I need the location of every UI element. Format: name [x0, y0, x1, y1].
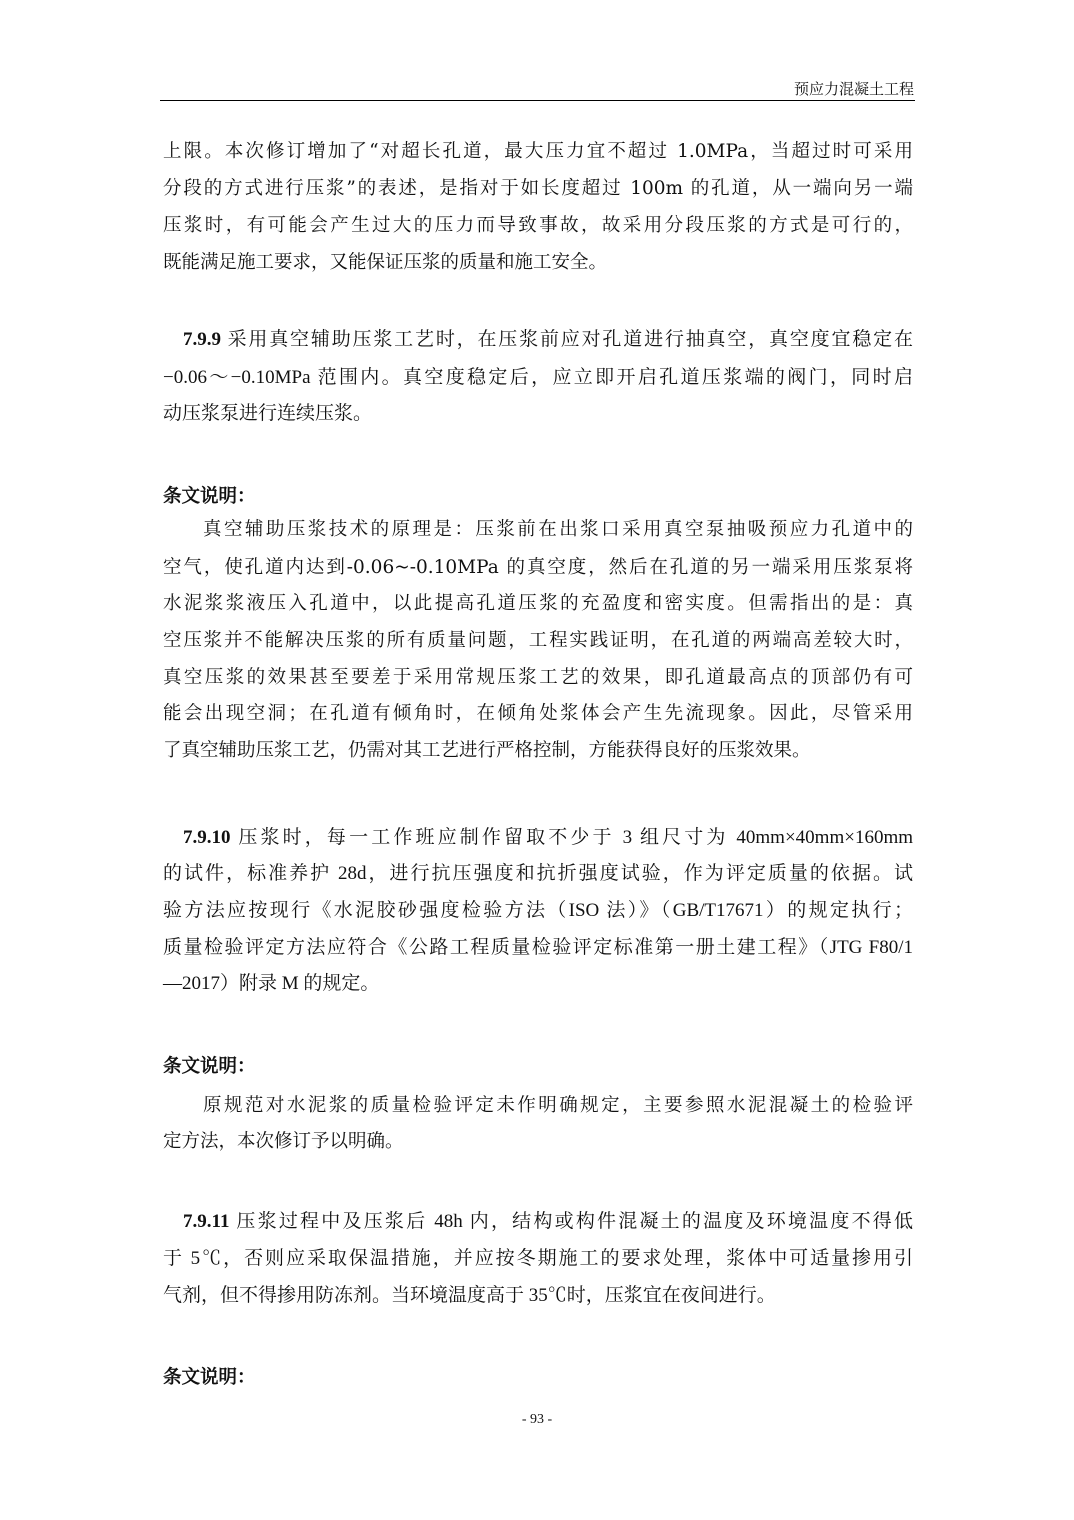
- clause-text-line: [183, 1210, 913, 1234]
- line-text: 既能满足施工要求，又能保证压浆的质量和施工安全。: [163, 252, 608, 273]
- line-text: 水泥浆浆液压入孔道中，以此提高孔道压浆的充盈度和密实度。但需指出的是：真: [163, 593, 913, 614]
- line-text: —2017）附录 M 的规定。: [163, 973, 380, 994]
- explanation-text-line: [163, 140, 913, 164]
- line-text: 真空压浆的效果甚至要差于采用常规压浆工艺的效果，即孔道最高点的顶部仍有可: [163, 667, 913, 688]
- clause-text-line: [183, 826, 913, 850]
- explanation-text-line: [163, 702, 913, 726]
- explanation-text-line: [203, 518, 913, 542]
- clause-explanation-heading: 条文说明：: [163, 1056, 256, 1077]
- explanation-text-line: [163, 177, 913, 201]
- explanation-text-line: [163, 251, 913, 275]
- clause-text-line: [163, 366, 913, 390]
- clause-text-line: [163, 1247, 913, 1271]
- line-text: 定方法，本次修订予以明确。: [163, 1131, 404, 1152]
- line-text: 真空辅助压浆技术的原理是：压浆前在出浆口采用真空泵抽吸预应力孔道中的: [203, 519, 913, 540]
- clause-text-line: [183, 328, 913, 352]
- explanation-text-line: [163, 739, 913, 763]
- line-text: −0.06～−0.10MPa 范围内。真空度稳定后，应立即开启孔道压浆端的阀门，同时启: [163, 367, 913, 388]
- clause-text-line: [163, 1284, 913, 1308]
- explanation-text-line: [163, 556, 913, 580]
- line-text: 压浆过程中及压浆后 48h 内，结构或构件混凝土的温度及环境温度不得低: [236, 1211, 913, 1232]
- line-text: 验方法应按现行《水泥胶砂强度检验方法（ISO 法）》（GB/T17671）的规定执行；: [163, 900, 913, 921]
- clause-text-line: [163, 402, 913, 426]
- explanation-text-line: [163, 666, 913, 690]
- line-text: 压浆时，有可能会产生过大的压力而导致事故，故采用分段压浆的方式是可行的，: [163, 215, 913, 236]
- line-text: 了真空辅助压浆工艺，仍需对其工艺进行严格控制，方能获得良好的压浆效果。: [163, 740, 811, 761]
- header-rule: [160, 100, 915, 101]
- line-text: 质量检验评定方法应符合《公路工程质量检验评定标准第一册土建工程》（JTG F80/1: [163, 937, 913, 958]
- clause-text-line: [163, 936, 913, 960]
- explanation-text-line: [163, 592, 913, 616]
- clause-text-line: [163, 862, 913, 886]
- line-text: 动压浆泵进行连续压浆。: [163, 403, 373, 424]
- line-text: 的试件，标准养护 28d，进行抗压强度和抗折强度试验，作为评定质量的依据。试: [163, 863, 913, 884]
- explanation-text-line: [163, 629, 913, 653]
- line-text: 于 5℃，否则应采取保温措施，并应按冬期施工的要求处理，浆体中可适量掺用引: [163, 1248, 913, 1269]
- explanation-text-line: [163, 214, 913, 238]
- line-text: 气剂，但不得掺用防冻剂。当环境温度高于 35℃时，压浆宜在夜间进行。: [163, 1285, 776, 1306]
- line-text: 空气，使孔道内达到-0.06~-0.10MPa 的真空度，然后在孔道的另一端采用压浆泵将: [163, 557, 913, 578]
- explanation-text-line: [203, 1094, 913, 1118]
- clause-text-line: [163, 972, 913, 996]
- clause-explanation-heading: 条文说明：: [163, 486, 256, 507]
- line-text: 能会出现空洞；在孔道有倾角时，在倾角处浆体会产生先流现象。因此，尽管采用: [163, 703, 913, 724]
- line-text: 原规范对水泥浆的质量检验评定未作明确规定，主要参照水泥混凝土的检验评: [203, 1095, 913, 1116]
- line-text: 压浆时，每一工作班应制作留取不少于 3 组尺寸为 40mm×40mm×160mm: [238, 827, 914, 848]
- page-number: - 93 -: [521, 1412, 553, 1427]
- line-text: 分段的方式进行压浆”的表述，是指对于如长度超过 100m 的孔道，从一端向另一端: [163, 178, 913, 199]
- running-header: 预应力混凝土工程: [793, 80, 914, 98]
- explanation-text-line: [163, 1130, 913, 1154]
- clause-text-line: [163, 899, 913, 923]
- clause-number: 7.9.11: [183, 1211, 237, 1232]
- line-text: 空压浆并不能解决压浆的所有质量问题，工程实践证明，在孔道的两端高差较大时，: [163, 630, 913, 651]
- line-text: 采用真空辅助压浆工艺时，在压浆前应对孔道进行抽真空，真空度宜稳定在: [227, 329, 913, 350]
- clause-number: 7.9.10: [183, 827, 239, 848]
- clause-number: 7.9.9: [183, 329, 228, 350]
- clause-explanation-heading: 条文说明：: [163, 1367, 256, 1388]
- line-text: 上限。本次修订增加了“对超长孔道，最大压力宜不超过 1.0MPa，当超过时可采用: [163, 141, 913, 162]
